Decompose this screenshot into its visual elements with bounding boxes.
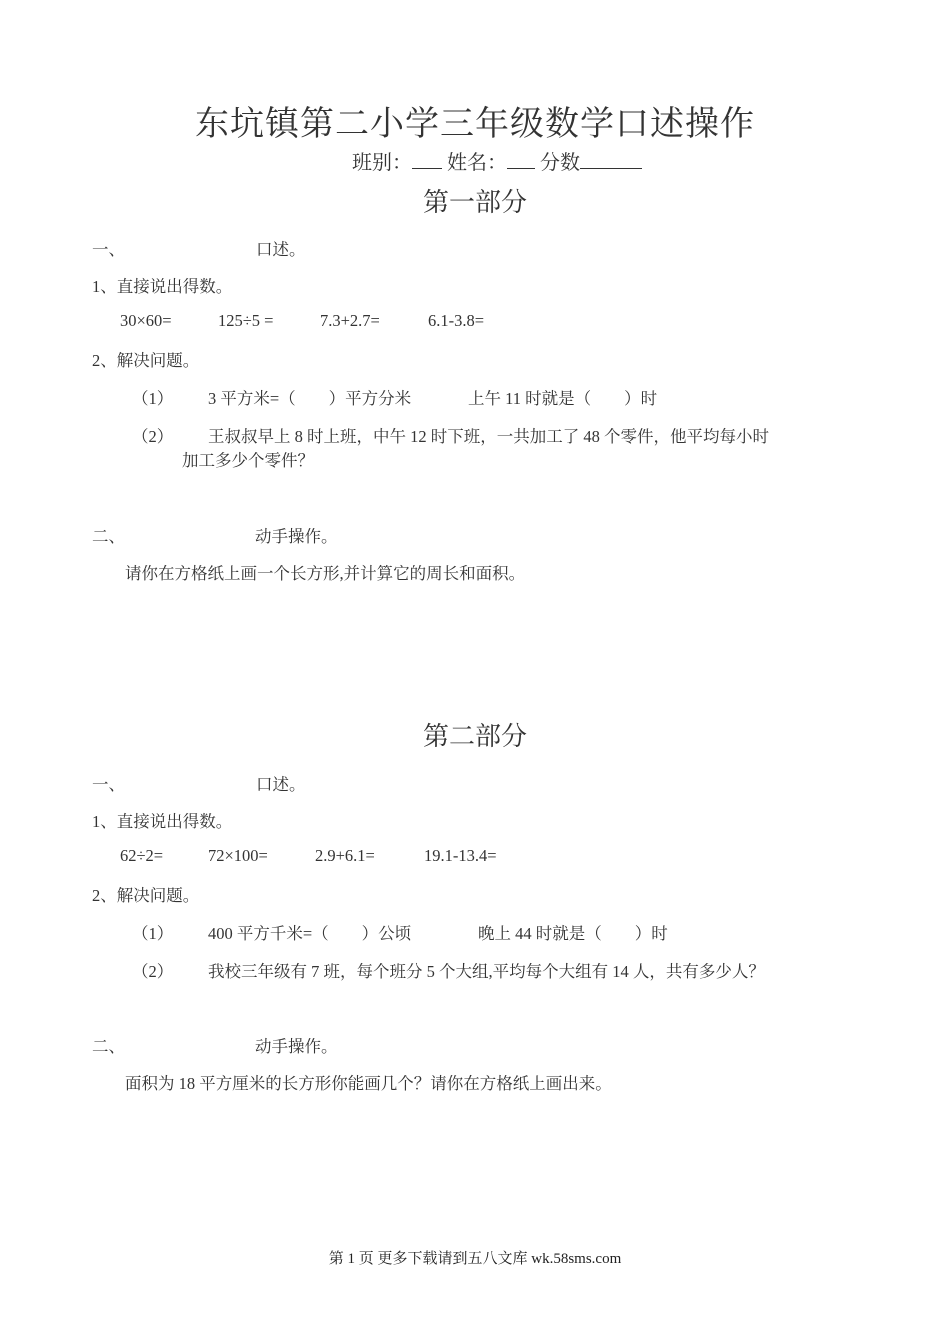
part1-calc-3: 7.3+2.7= <box>320 311 380 330</box>
score-blank <box>580 150 642 169</box>
part2-problem1-number: （1） <box>132 924 174 943</box>
part1-question2: 2、解决问题。 <box>92 351 200 370</box>
part1-calc-2: 125÷5 = <box>218 311 274 330</box>
part1-drawing-task: 请你在方格纸上画一个长方形,并计算它的周长和面积。 <box>125 564 526 583</box>
name-label: 姓名： <box>447 152 507 174</box>
part1-calc-1: 30×60= <box>120 311 172 330</box>
student-info-line <box>352 146 642 175</box>
part2-section1-title: 口述。 <box>256 775 306 794</box>
part1-problem1-b: 上午 11 时就是（ ）时 <box>468 389 658 408</box>
part2-calc-3: 2.9+6.1= <box>315 846 375 865</box>
part2-calc-4: 19.1-13.4= <box>424 846 497 865</box>
part1-calc-4: 6.1-3.8= <box>428 311 485 330</box>
part1-problem1-a: 3 平方米=（ ）平方分米 <box>208 389 412 408</box>
part1-question1: 1、直接说出得数。 <box>92 277 233 296</box>
part1-problem1-number: （1） <box>132 389 174 408</box>
part2-section1-number: 一、 <box>92 775 125 794</box>
part1-problem2-line2: 加工多少个零件？ <box>182 451 314 470</box>
part2-question1: 1、直接说出得数。 <box>92 812 233 831</box>
class-label: 班别： <box>352 152 412 174</box>
part1-section1-number: 一、 <box>92 240 125 259</box>
part1-problem2-line1: 王叔叔早上 8 时上班，中午 12 时下班，一共加工了 48 个零件，他平均每小时 <box>208 427 769 446</box>
part1-section1-title: 口述。 <box>256 240 306 259</box>
part1-problem2-number: （2） <box>132 427 174 446</box>
page-footer: 第 1 页 更多下载请到五八文库 wk.58sms.com <box>328 1251 622 1267</box>
part2-drawing-task: 面积为 18 平方厘米的长方形你能画几个？请你在方格纸上画出来。 <box>125 1074 612 1093</box>
part1-section2-number: 二、 <box>92 527 125 546</box>
name-blank <box>507 150 535 169</box>
part2-problem1-b: 晚上 44 时就是（ ）时 <box>478 924 668 943</box>
document-title: 东坑镇第二小学三年级数学口述操作 <box>195 106 755 143</box>
part2-section2-title: 动手操作。 <box>255 1037 338 1056</box>
part2-section2-number: 二、 <box>92 1037 125 1056</box>
score-label: 分数 <box>540 152 580 174</box>
part2-problem2-number: （2） <box>132 962 174 981</box>
part2-heading: 第二部分 <box>422 722 527 751</box>
part2-calc-1: 62÷2= <box>120 846 164 865</box>
part1-section2-title: 动手操作。 <box>255 527 338 546</box>
part1-heading: 第一部分 <box>422 188 527 217</box>
part2-question2: 2、解决问题。 <box>92 886 200 905</box>
part2-problem1-a: 400 平方千米=（ ）公顷 <box>208 924 412 943</box>
part2-calc-2: 72×100= <box>208 846 268 865</box>
class-blank <box>412 150 442 169</box>
part2-problem2-line1: 我校三年级有 7 班，每个班分 5 个大组,平均每个大组有 14 人，共有多少人？ <box>208 962 765 981</box>
